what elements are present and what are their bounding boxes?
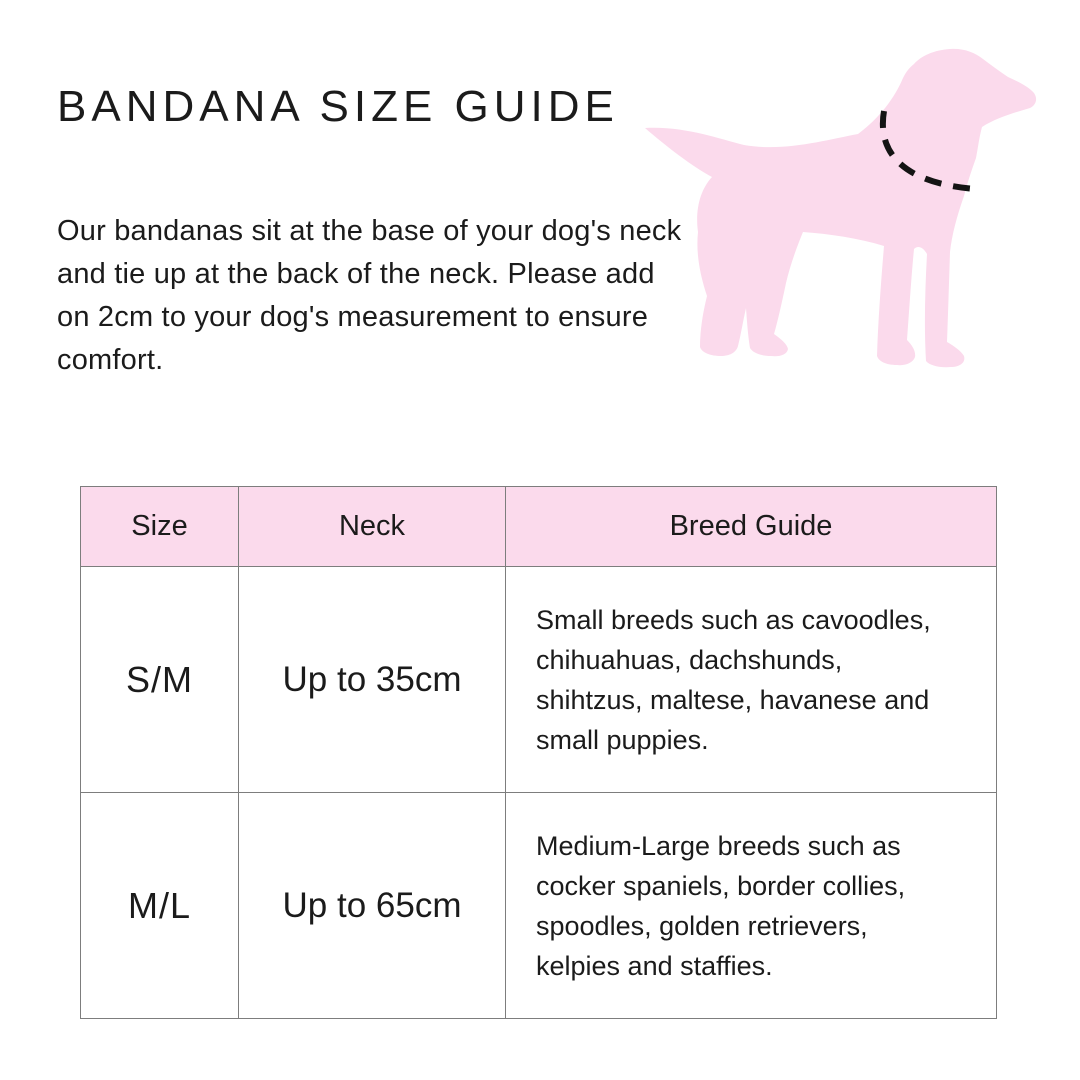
breed-guide-sm: Small breeds such as cavoodles, chihuahuas, dachshunds, shihtzus, maltese, havanese and small puppies. <box>506 567 997 793</box>
column-header-size: Size <box>81 487 239 567</box>
breed-guide-ml: Medium-Large breeds such as cocker spaniels, border collies, spoodles, golden retrievers, kelpies and staffies. <box>506 793 997 1019</box>
table-row-sm <box>81 567 997 793</box>
page-title: BANDANA SIZE GUIDE <box>57 82 619 131</box>
column-header-breed-guide: Breed Guide <box>506 487 997 567</box>
dog-silhouette-icon <box>645 49 1036 367</box>
dog-illustration <box>615 18 1045 403</box>
dog-illustration-svg <box>615 18 1045 403</box>
table-header-row <box>81 487 997 567</box>
size-value-sm: S/M <box>81 567 239 793</box>
size-value-ml: M/L <box>81 793 239 1019</box>
table-row-ml <box>81 793 997 1019</box>
neck-value-sm: Up to 35cm <box>239 567 506 793</box>
size-guide-table <box>80 486 997 1019</box>
column-header-neck: Neck <box>239 487 506 567</box>
neck-value-ml: Up to 65cm <box>239 793 506 1019</box>
intro-text: Our bandanas sit at the base of your dog's neck and tie up at the back of the neck. Please add on 2cm to your dog's measurement to ensure comfort. <box>57 215 682 376</box>
